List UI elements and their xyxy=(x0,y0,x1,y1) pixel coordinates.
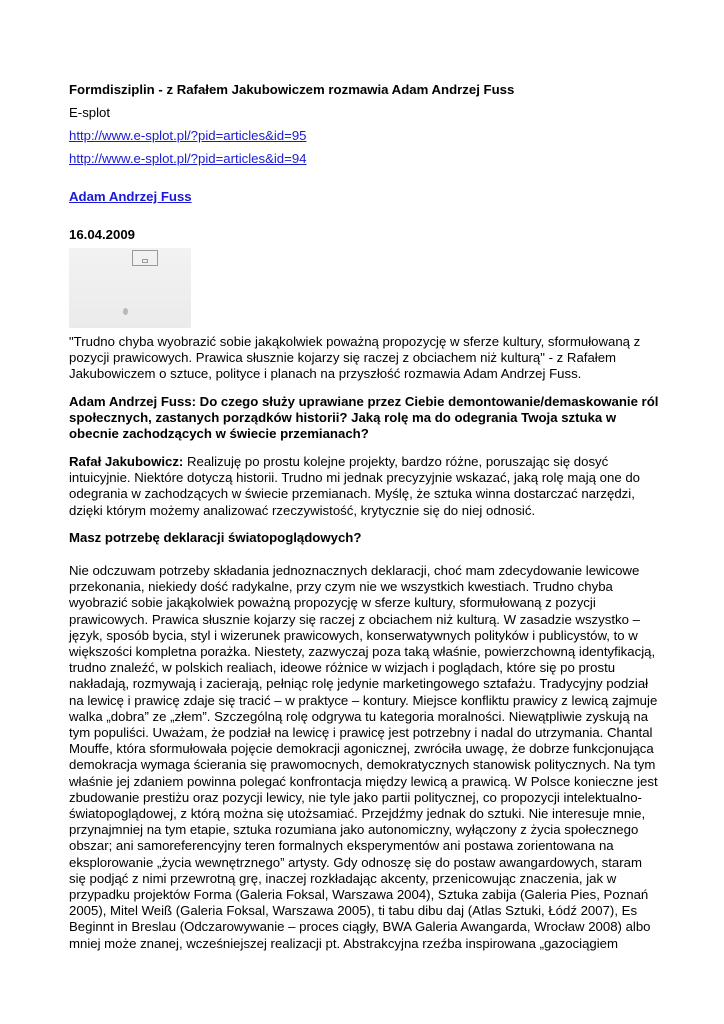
answer-1-speaker: Rafał Jakubowicz: xyxy=(69,454,184,469)
question-2: Masz potrzebę deklaracji światopoglądowych? xyxy=(69,530,362,545)
document-title: Formdisziplin - z Rafałem Jakubowiczem rozmawia Adam Andrzej Fuss xyxy=(69,82,515,97)
source-label: E-splot xyxy=(69,105,111,120)
answer-2: Nie odczuwam potrzeby składania jednoznacznych deklaracji, choć mam zdecydowanie lewicowe przekonania, niekiedy dość radykalne, przy czym nie we wszystkich kwestiach. Trudno chyba wyobrazić sobie jakąkolwiek poważną propozycję w sferze kultury, sformułowaną z pozycji prawicowych. Prawica słusznie kojarzy się raczej z obciachem niż kulturą. W zasadzie wszystko – język, sposób bycia, styl i wizerunek prawicowych, konserwatywnych polityków i publicystów, to w większości kompletna porażka. Niestety, zazwyczaj poza taką właśnie, powierzchowną identyfikacją, trudno znaleźć, w polskich realiach, ideowe różnice w wizjach i poglądach, które się po prostu nakładają, rozmywają i zacierają, pełniąc rolę jedynie marketingowego sztafażu. Tradycyjny podział na lewicę i prawicę zdaje się tracić – w praktyce – kontury. Miejsce konfliktu prawicy z lewicą zajmuje walka „dobra” ze „złem”. Szczególną rolę odgrywa tu kategoria moralności. Niewątpliwie zyskują na tym populiści. Uważam, że podział na lewicę i prawicę jest potrzebny i nadal do utrzymania. Chantal Mouffe, która sformułowała pojęcie demokracji agonicznej, zwróciła uwagę, że dobrze funkcjonująca demokracja wymaga ścierania się prawomocnych, demokratycznych stanowisk politycznych. Na tym właśnie jej zdaniem powinna polegać konfrontacja między lewicą a prawicą. W Polsce konieczne jest zbudowanie prestiżu oraz pozycji lewicy, nie tyle jako partii politycznej, co propozycji intelektualno-światopoglądowej, z którą można się utożsamiać. Przejdźmy jednak do sztuki. Nie interesuje mnie, przynajmniej na tym etapie, sztuka rozumiana jako autonomiczny, wyłączony z życia społecznego obszar; ani samoreferencyjny teren formalnych eksperymentów ani postawa zorientowana na eksplorowanie „życia wewnętrznego” artysty. Gdy odnoszę się do postaw awangardowych, staram się podjąć z nimi przewrotną grę, inaczej rozkładając akcenty, przenicowując znaczenia, jak w przypadku projektów Forma (Galeria Foksal, Warszawa 2004), Sztuka zabija (Galeria Pies, Poznań 2005), Mitel Weiß (Galeria Foksal, Warszawa 2005), ti tabu dibu daj (Atlas Sztuki, Łódź 2007), Es Beginnt in Breslau (Odczarowywanie – proces ciągły, BWA Galeria Awangarda, Wrocław 2008) albo mniej może znanej, wcześniejszej realizacji pt. Abstrakcyjna rzeźba inspirowana „gazociągiem xyxy=(69,563,658,951)
answer-1 xyxy=(69,454,659,519)
author-link[interactable]: Adam Andrzej Fuss xyxy=(69,189,192,204)
article-link-95[interactable]: http://www.e-splot.pl/?pid=articles&id=95 xyxy=(69,128,307,143)
lead-paragraph: "Trudno chyba wyobrazić sobie jakąkolwiek poważną propozycję w sferze kultury, sformułowaną z pozycji prawicowych. Prawica słusznie kojarzy się raczej z obciachem niż kulturą" - z Rafałem Jakubowiczem o sztuce, polityce i planach na przyszłość rozmawia Adam Andrzej Fuss. xyxy=(69,334,641,382)
article-link-94[interactable]: http://www.e-splot.pl/?pid=articles&id=94 xyxy=(69,151,307,166)
basketball-backboard xyxy=(132,250,158,266)
publication-date: 16.04.2009 xyxy=(69,227,136,242)
artwork-photo xyxy=(69,248,191,328)
answer-1-text: Realizuję po prostu kolejne projekty, bardzo różne, poruszając się dosyć intuicyjnie. Niektóre dotyczą historii. Trudno mi jednak precyzyjnie wskazać, jaką rolę mają one do odegrania w zachodzących w świecie przemianach. Myślę, że sztuka winna dostarczać narzędzi, dzięki którym możemy analizować rzeczywistość, krytycznie się do niej odnosić. xyxy=(69,454,640,518)
ball-mark xyxy=(123,308,128,315)
question-1: Adam Andrzej Fuss: Do czego służy uprawiane przez Ciebie demontowanie/demaskowanie ról społecznych, zastanych porządków historii? Jaką rolę ma do odegrania Twoja sztuka w obecnie zachodzących w świecie przemianach? xyxy=(69,394,659,442)
